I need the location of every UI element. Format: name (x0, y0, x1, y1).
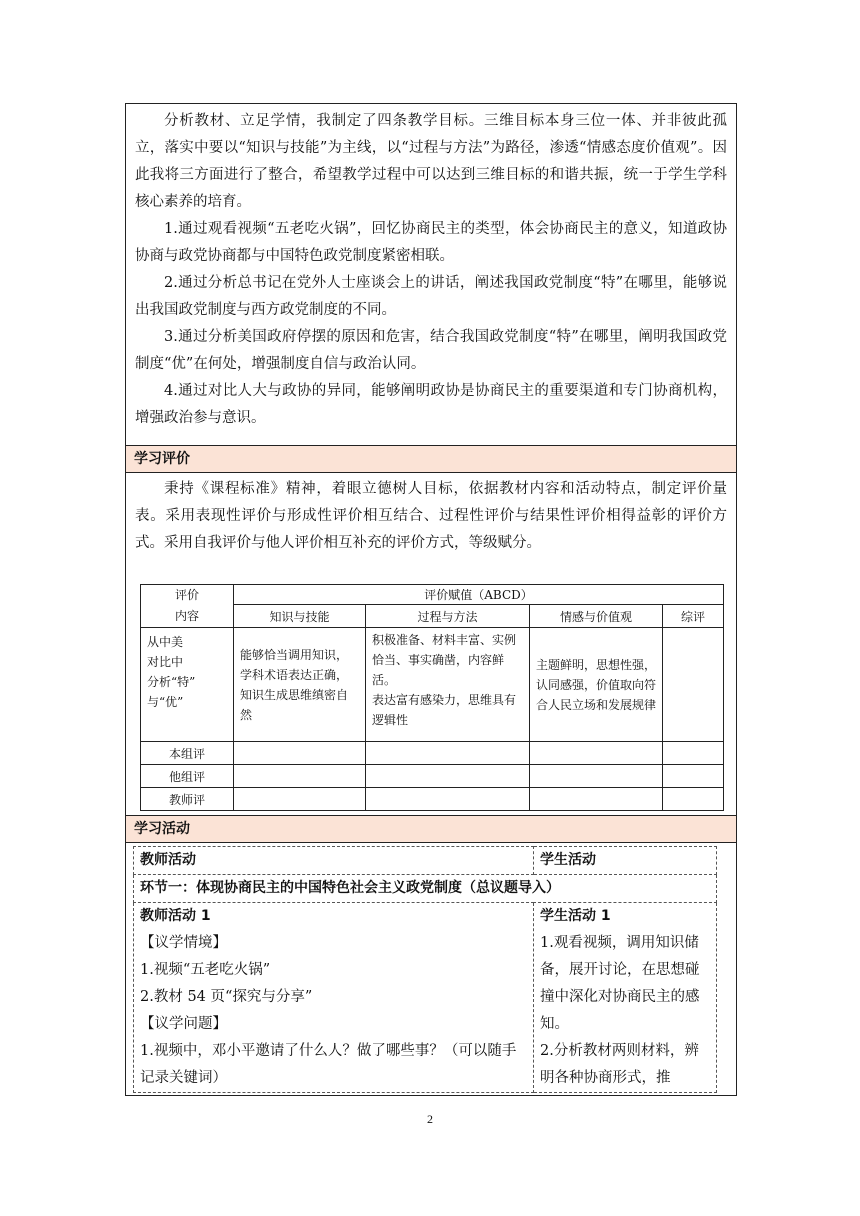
objective-item-1: 1.通过观看视频“五老吃火锅”，回忆协商民主的类型，体会协商民主的意义，知道政协协商与政党协商都与中国特色政党制度紧密相联。 (135, 221, 727, 264)
objective-item-2: 2.通过分析总书记在党外人士座谈会上的讲话，阐述我国政党制度“特”在哪里，能够说出我国政党制度与西方政党制度的不同。 (135, 275, 727, 318)
objectives-section (126, 108, 736, 432)
activities-table (133, 846, 717, 1093)
eval-cell (530, 765, 663, 788)
eval-cell (530, 742, 663, 765)
eval-cell (530, 788, 663, 811)
eval-emotion-text: 主题鲜明，思想性强，认同感强，价值取向符合人民立场和发展规律 (530, 628, 663, 742)
eval-cell (366, 765, 530, 788)
teacher-activity-1-line: 1.视频“五老吃火锅” (140, 962, 271, 978)
eval-cell (663, 742, 724, 765)
student-activity-1 (534, 903, 717, 1093)
eval-content-label: 从中美 对比中 分析“特” 与“优” (141, 628, 234, 742)
eval-group-header: 评价赋值（ABCD） (234, 585, 724, 605)
objectives-intro: 分析教材、立足学情，我制定了四条教学目标。三维目标本身三位一体、并非彼此孤立，落实中要以“知识与技能”为主线，以“过程与方法”为路径，渗透“情感态度价值观”。因此我将三方面进行了整合，希望教学过程中可以达到三维目标的和谐共振，统一于学生学科核心素养的培育。 (135, 113, 727, 210)
teacher-activity-1-line: 2.教材 54 页“探究与分享” (140, 989, 313, 1005)
evaluation-table (140, 584, 724, 811)
eval-cell (663, 765, 724, 788)
segment-1-title: 环节一：体现协商民主的中国特色社会主义政党制度（总议题导入） (134, 875, 717, 903)
eval-process-text: 积极准备、材料丰富、实例恰当、事实确凿，内容鲜活。 表达富有感染力，思维具有逻辑性 (366, 628, 530, 742)
eval-col-emotion: 情感与价值观 (530, 605, 663, 628)
student-activity-1-line: 2.分析教材两则材料，辨明各种协商形式，推 (540, 1043, 699, 1086)
objective-item-3: 3.通过分析美国政府停摆的原因和危害，结合我国政党制度“特”在哪里，阐明我国政党制度“优”在何处，增强制度自信与政治认同。 (135, 329, 727, 372)
student-activity-1-line: 1.观看视频，调用知识储备，展开讨论，在思想碰撞中深化对协商民主的感知。 (540, 935, 700, 1032)
page-frame (125, 103, 737, 1096)
activities-heading: 学习活动 (126, 815, 736, 843)
evaluation-intro-block (126, 476, 736, 557)
eval-cell (234, 788, 366, 811)
evaluation-heading: 学习评价 (126, 445, 736, 473)
page-number: 2 (427, 1112, 433, 1126)
teacher-col-header: 教师活动 (134, 847, 534, 875)
eval-row-self: 本组评 (141, 742, 234, 765)
eval-corner-bottom: 内容 (141, 605, 234, 628)
teacher-activity-1-line: 【议学情境】 (140, 935, 227, 951)
eval-col-knowledge: 知识与技能 (234, 605, 366, 628)
teacher-activity-1 (134, 903, 534, 1093)
teacher-activity-1-line: 【议学问题】 (140, 1016, 227, 1032)
eval-col-total: 综评 (663, 605, 724, 628)
eval-cell (234, 765, 366, 788)
evaluation-intro: 秉持《课程标准》精神，着眼立德树人目标，依据教材内容和活动特点，制定评价量表。采用表现性评价与形成性评价相互结合、过程性评价与结果性评价相得益彰的评价方式。采用自我评价与他人评价相互补充的评价方式，等级赋分。 (135, 481, 727, 551)
eval-cell (366, 742, 530, 765)
student-col-header: 学生活动 (534, 847, 717, 875)
teacher-activity-1-title: 教师活动 1 (140, 908, 211, 924)
eval-knowledge-text: 能够恰当调用知识，学科术语表达正确，知识生成思维缜密自然 (234, 628, 366, 742)
eval-cell (234, 742, 366, 765)
eval-cell (663, 788, 724, 811)
eval-row-other: 他组评 (141, 765, 234, 788)
eval-row-teacher: 教师评 (141, 788, 234, 811)
objective-item-4: 4.通过对比人大与政协的异同，能够阐明政协是协商民主的重要渠道和专门协商机构，增强政治参与意识。 (135, 383, 727, 426)
student-activity-1-title: 学生活动 1 (540, 908, 611, 924)
eval-total-cell (663, 628, 724, 742)
eval-cell (366, 788, 530, 811)
teacher-activity-1-line: 1.视频中，邓小平邀请了什么人？做了哪些事？（可以随手记录关键词） (140, 1043, 517, 1086)
eval-corner-top: 评价 (141, 585, 234, 605)
eval-col-process: 过程与方法 (366, 605, 530, 628)
